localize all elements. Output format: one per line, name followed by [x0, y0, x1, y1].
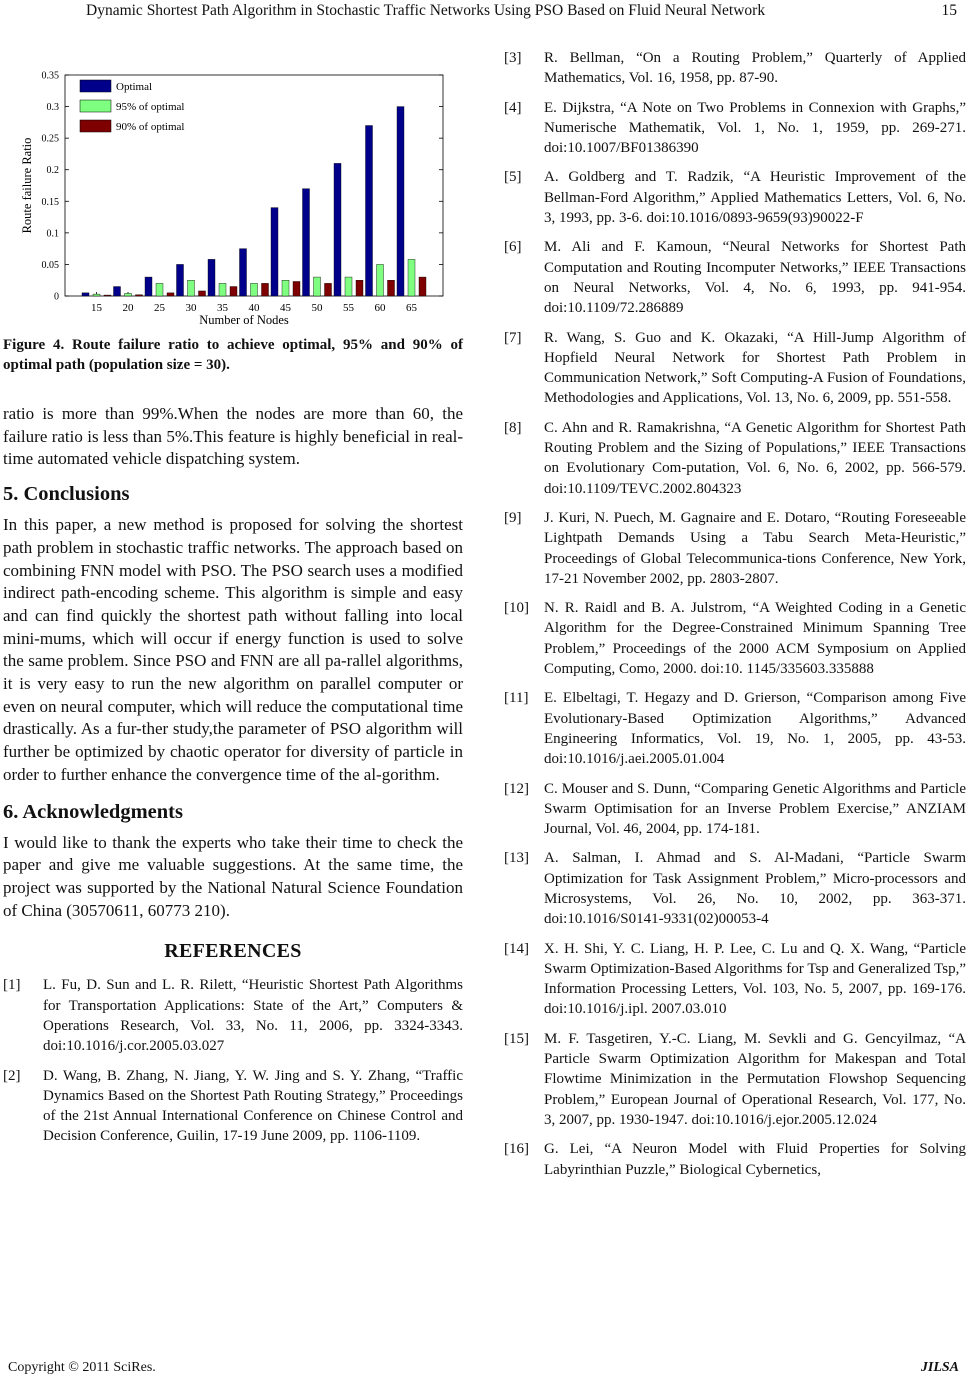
bar-optimal [366, 126, 373, 296]
bar-optimal [303, 189, 310, 296]
reference-item [504, 779, 966, 840]
bar-optimal [397, 107, 404, 296]
bar-95-of-optimal [282, 280, 289, 296]
bar-95-of-optimal [156, 283, 163, 296]
bar-95-of-optimal [219, 283, 226, 296]
bar-optimal [177, 264, 184, 296]
left-column [3, 50, 463, 1156]
paragraph-acknowledgments: I would like to thank the experts who take their time to check the paper and give me valuable suggestions. At the same time, the project was supported by the National Natural Science Foundation of China (30570611, 60773 210). [3, 832, 463, 920]
bar-90-of-optimal [167, 293, 174, 296]
reference-item [504, 418, 966, 499]
bar-95-of-optimal [125, 293, 132, 296]
reference-item [504, 939, 966, 1020]
reference-item [504, 237, 966, 318]
reference-number: [7] [504, 329, 522, 346]
section-title-conclusions: 5. Conclusions [3, 483, 130, 506]
bar-95-of-optimal [93, 294, 100, 296]
bar-90-of-optimal [230, 287, 237, 296]
bar-chart [3, 50, 463, 335]
bar-95-of-optimal [251, 283, 258, 296]
reference-text: X. H. Shi, Y. C. Liang, H. P. Lee, C. Lu and Q. X. Wang, “Particle Swarm Optimization-Based Algorithms for Tsp and Generalized Tsp,” Information Processing Letters, Vol. 103, No. 5, 2007, pp. 169-176. doi:10.1016/j.ipl. 2007.03.010 [544, 940, 966, 1018]
page-number: 15 [941, 2, 957, 19]
reference-text: E. Dijkstra, “A Note on Two Problems in Connexion with Graphs,” Numerische Mathematik, Vol. 1, No. 1, 1959, pp. 269-271. doi:10.1007/BF01386390 [544, 99, 966, 157]
bar-90-of-optimal [293, 281, 300, 296]
reference-number: [4] [504, 99, 522, 116]
bar-90-of-optimal [136, 295, 143, 296]
reference-item [504, 328, 966, 409]
right-column [504, 48, 966, 1189]
reference-item [504, 98, 966, 159]
reference-text: G. Lei, “A Neuron Model with Fluid Properties for Solving Labyrinthian Puzzle,” Biological Cybernetics, [544, 1141, 966, 1178]
reference-number: [2] [3, 1067, 21, 1084]
reference-item [504, 1139, 966, 1180]
reference-text: R. Bellman, “On a Routing Problem,” Quarterly of Applied Mathematics, Vol. 16, 1958, pp. 87-90. [544, 50, 966, 87]
reference-number: [14] [504, 940, 529, 957]
references-list-right [504, 48, 966, 1180]
reference-number: [6] [504, 239, 522, 256]
figure-caption: Figure 4. Route failure ratio to achieve optimal, 95% and 90% of optimal path (population size = 30). [3, 337, 463, 373]
reference-number: [10] [504, 600, 529, 617]
legend-label: 90% of optimal [116, 121, 185, 133]
bar-95-of-optimal [188, 280, 195, 296]
bar-95-of-optimal [314, 277, 321, 296]
paragraph-results: ratio is more than 99%.When the nodes are more than 60, the failure ratio is less than 5%.This feature is highly beneficial in real-time automated vehicle dispatching system. [3, 404, 463, 469]
bar-optimal [240, 249, 247, 296]
x-tick-label: 65 [406, 302, 417, 314]
bar-optimal [145, 277, 152, 296]
bar-90-of-optimal [262, 283, 269, 296]
x-tick-label: 30 [185, 302, 197, 314]
x-tick-label: 50 [311, 302, 323, 314]
x-axis-label: Number of Nodes [199, 313, 289, 327]
page-header [0, 0, 969, 26]
reference-item [504, 688, 966, 769]
reference-text: L. Fu, D. Sun and L. R. Rilett, “Heuristic Shortest Path Algorithms for Transportation Applications: State of the Art,” Computers & Operations Research, Vol. 33, No. 11, 2006, pp. 3324-3343. doi:10.1016/j.cor.2005.03.027 [43, 977, 463, 1055]
bar-90-of-optimal [388, 280, 395, 296]
x-tick-label: 40 [248, 302, 260, 314]
x-tick-label: 45 [280, 302, 291, 314]
reference-text: C. Ahn and R. Ramakrishna, “A Genetic Algorithm for Shortest Path Routing Problem and the Sizing of Populations,” IEEE Transactions on Evolutionary Com-putation, Vol. 6, No. 6, 2002, pp. 566-579. doi:10.1109/TEVC.2002.804323 [544, 419, 966, 497]
figure-4 [3, 50, 463, 335]
reference-text: A. Goldberg and T. Radzik, “A Heuristic Improvement of the Bellman-Ford Algorithm,” Applied Mathematics Letters, Vol. 6, No. 3, 1993, pp. 3-6. doi:10.1016/0893-9659(93)90022-F [544, 169, 966, 227]
reference-number: [13] [504, 850, 529, 867]
reference-text: E. Elbeltagi, T. Hegazy and D. Grierson, “Comparison among Five Evolutionary-Based Optimization Algorithms,” Advanced Engineering Informatics, Vol. 19, No. 1, 2005, pp. 43-53. doi:10.1016/j.aei.2005.01.004 [544, 690, 966, 768]
bar-95-of-optimal [345, 277, 352, 296]
y-tick-label: 0.1 [46, 228, 59, 240]
reference-text: M. F. Tasgetiren, Y.-C. Liang, M. Sevkli and G. Gencyilmaz, “A Particle Swarm Optimization Algorithm for Makespan and Total Flowtime Minimization in the Permutation Flowshop Sequencing Problem,” European Journal of Operational Research, Vol. 177, No. 3, 2007, pp. 1930-1947. doi:10.1016/j.ejor.2005.12.024 [544, 1030, 966, 1128]
bar-optimal [82, 293, 89, 296]
bar-90-of-optimal [325, 283, 332, 296]
reference-text: C. Mouser and S. Dunn, “Comparing Genetic Algorithms and Particle Swarm Optimisation for an Inverse Problem Exercise,” ANZIAM Journal, Vol. 46, 2004, pp. 174-181. [544, 780, 966, 838]
bar-optimal [271, 208, 278, 296]
references-list-left [3, 975, 463, 1146]
reference-number: [8] [504, 419, 522, 436]
y-tick-label: 0.05 [41, 259, 59, 271]
legend-swatch [80, 100, 111, 112]
reference-number: [9] [504, 509, 522, 526]
y-tick-label: 0.15 [41, 196, 59, 208]
y-tick-label: 0 [54, 291, 59, 303]
reference-text: N. R. Raidl and B. A. Julstrom, “A Weighted Coding in a Genetic Algorithm for the Degree-Constrained Minimum Spanning Tree Problem,” Proceedings of the 2000 ACM Symposium on Applied Computing, Como, 2000. doi:10. 1145/335603.335888 [544, 600, 966, 678]
x-tick-label: 15 [91, 302, 102, 314]
y-tick-label: 0.35 [41, 70, 59, 82]
bar-90-of-optimal [104, 295, 111, 296]
section-title-acknowledgments: 6. Acknowledgments [3, 800, 183, 823]
y-tick-label: 0.3 [46, 102, 59, 114]
x-tick-label: 60 [374, 302, 386, 314]
reference-number: [5] [504, 169, 522, 186]
y-tick-label: 0.2 [46, 165, 59, 177]
reference-item [504, 508, 966, 589]
reference-number: [1] [3, 977, 21, 994]
paragraph-conclusions: In this paper, a new method is proposed for solving the shortest path problem in stochastic traffic networks. The approach based on combining FNN model with PSO. The PSO search uses a modified indirect path-encoding scheme. This algorithm is simple and easy and can find quickly the shortest path without falling into local mini-mums, which will occur if energy function is used to solve the same problem. Since PSO and FNN are all pa-rallel algorithms, it is very easy to run the new algorithm on parallel computer or even on neural computer, which will reduce the computational time drastically. As a fur-ther study,the parameter of PSO algorithm will further be optimized by chaotic operator for diversity of particle in order to further enhance the convergence time of the al-gorithm. [3, 515, 463, 784]
reference-number: [16] [504, 1141, 529, 1158]
journal-name: JILSA [920, 1360, 959, 1375]
reference-item [504, 1029, 966, 1130]
running-title: Dynamic Shortest Path Algorithm in Stochastic Traffic Networks Using PSO Based on Fluid Neural Network [86, 2, 766, 19]
bar-90-of-optimal [419, 277, 426, 296]
reference-item [3, 1066, 463, 1147]
reference-text: R. Wang, S. Guo and K. Okazaki, “A Hill-Jump Algorithm of Hopfield Neural Network for Shortest Path Problem in Communication Network,” Soft Computing-A Fusion of Foundations, Methodologies and Applications, Vol. 13, No. 6, 2009, pp. 551-558. [544, 329, 966, 407]
bar-95-of-optimal [408, 259, 415, 296]
reference-number: [3] [504, 50, 522, 66]
reference-text: D. Wang, B. Zhang, N. Jiang, Y. W. Jing and S. Y. Zhang, “Traffic Dynamics Based on the Shortest Path Routing Strategy,” Proceedings of the 21st Annual International Conference on Chinese Control and Decision Conference, Guilin, 17-19 June 2009, pp. 1106-1109. [43, 1067, 463, 1145]
bar-90-of-optimal [356, 280, 363, 296]
x-tick-label: 35 [217, 302, 228, 314]
references-title: REFERENCES [164, 940, 302, 963]
reference-text: J. Kuri, N. Puech, M. Gagnaire and E. Dotaro, “Routing Foreseeable Lightpath Demands Using a Tabu Search Meta-Heuristic,” Proceedings of Global Telecommunica-tions Conference, New York, 17-21 November 2002, pp. 2803-2807. [544, 509, 966, 587]
reference-item [3, 975, 463, 1056]
reference-item [504, 167, 966, 228]
reference-number: [11] [504, 690, 529, 707]
reference-text: A. Salman, I. Ahmad and S. Al-Madani, “Particle Swarm Optimization for Task Assignment Problem,” Micro-processors and Microsystems, Vol. 26, No. 10, 2002, pp. 363-371. doi:10.1016/S0141-9331(02)00053-4 [544, 850, 966, 928]
legend-swatch [80, 120, 111, 132]
reference-item [504, 848, 966, 929]
y-axis-label: Route failure Ratio [20, 137, 34, 234]
reference-item [504, 598, 966, 679]
reference-number: [12] [504, 780, 529, 797]
legend-label: 95% of optimal [116, 101, 185, 113]
x-tick-label: 25 [154, 302, 165, 314]
x-tick-label: 20 [122, 302, 134, 314]
bar-95-of-optimal [377, 264, 384, 296]
bar-optimal [334, 163, 341, 296]
bar-optimal [114, 287, 121, 296]
legend-label: Optimal [116, 81, 153, 93]
legend-swatch [80, 80, 111, 92]
bar-optimal [208, 259, 215, 296]
reference-text: M. Ali and F. Kamoun, “Neural Networks for Shortest Path Computation and Routing Incomputer Networks,” IEEE Transactions on Neural Networks, Vol. 4, No. 6, 1993, pp. 941-954. doi:10.1109/72.286889 [544, 239, 966, 317]
x-tick-label: 55 [343, 302, 354, 314]
reference-number: [15] [504, 1030, 529, 1047]
y-tick-label: 0.25 [41, 133, 59, 145]
bar-90-of-optimal [199, 291, 206, 296]
copyright: Copyright © 2011 SciRes. [8, 1360, 156, 1375]
reference-item [504, 48, 966, 89]
